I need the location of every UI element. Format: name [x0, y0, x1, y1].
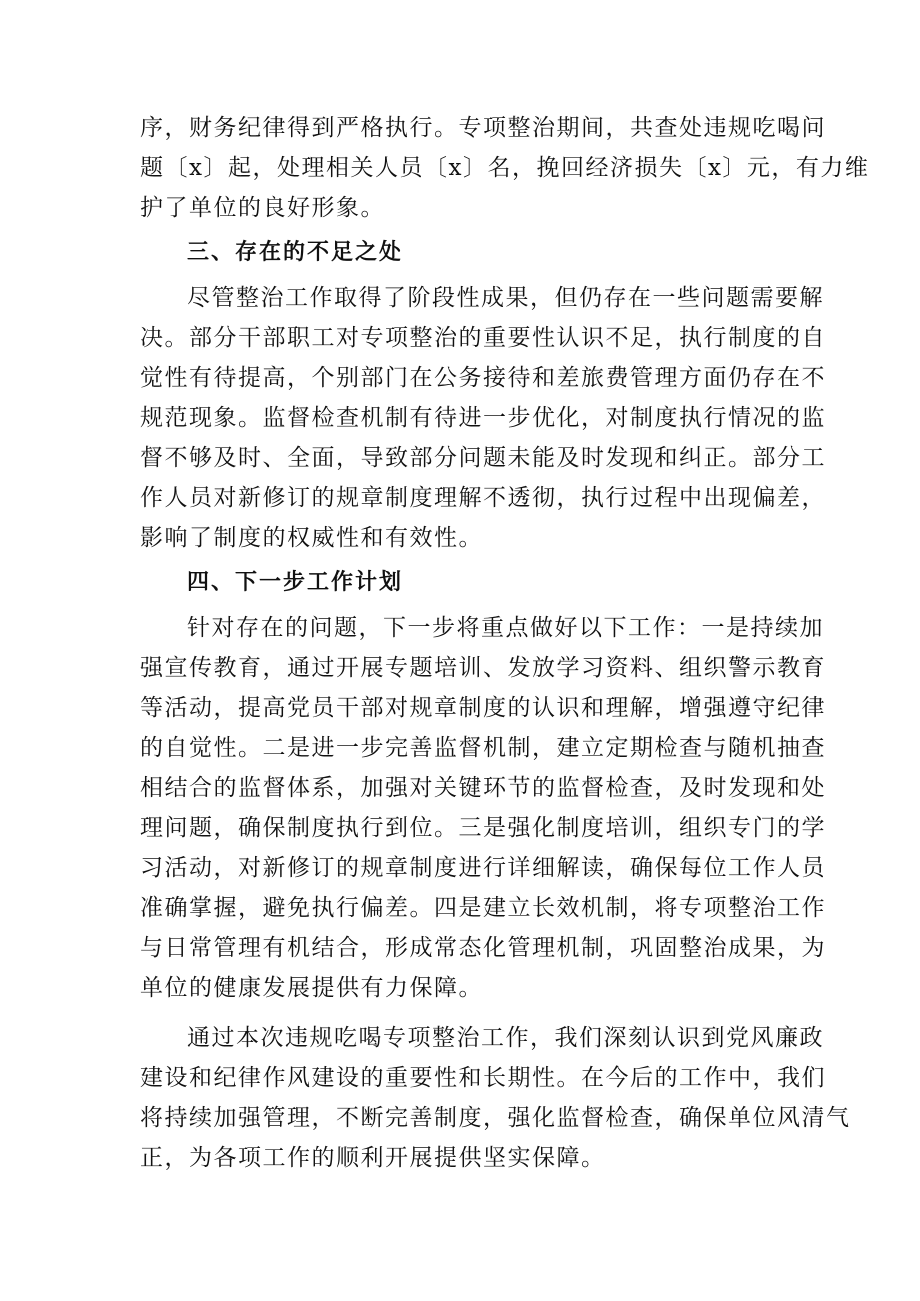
text-line: 针对存在的问题，下一步将重点做好以下工作：一是持续加	[187, 615, 824, 641]
text-line: 建设和纪律作风建设的重要性和长期性。在今后的工作中，我们	[140, 1065, 826, 1091]
text-line: 护了单位的良好形象。	[140, 195, 385, 221]
paragraph-shortcomings	[140, 278, 826, 558]
text-line: 影响了制度的权威性和有效性。	[140, 525, 483, 551]
text-line: 觉性有待提高，个别部门在公务接待和差旅费管理方面仍存在不	[140, 365, 826, 391]
section-heading-next-steps: 四、下一步工作计划	[187, 570, 404, 595]
text-line: 准确掌握，避免执行偏差。四是建立长效机制，将专项整治工作	[140, 895, 826, 921]
text-line: 的自觉性。二是进一步完善监督机制，建立定期检查与随机抽查	[140, 735, 826, 761]
text-line: 单位的健康发展提供有力保障。	[140, 975, 483, 1001]
text-line: 习活动，对新修订的规章制度进行详细解读，确保每位工作人员	[140, 855, 826, 881]
text-line: 强宣传教育，通过开展专题培训、发放学习资料、组织警示教育	[140, 655, 826, 681]
paragraph-closing	[140, 1018, 851, 1178]
text-line: 理问题，确保制度执行到位。三是强化制度培训，组织专门的学	[140, 815, 826, 841]
text-line: 题〔x〕起，处理相关人员〔x〕名，挽回经济损失〔x〕元，有力维	[140, 155, 870, 181]
text-line: 督不够及时、全面，导致部分问题未能及时发现和纠正。部分工	[140, 445, 826, 471]
text-line: 规范现象。监督检查机制有待进一步优化，对制度执行情况的监	[140, 405, 826, 431]
text-line: 作人员对新修订的规章制度理解不透彻，执行过程中出现偏差，	[140, 485, 826, 511]
document-page	[140, 108, 870, 1178]
text-line: 序，财务纪律得到严格执行。专项整治期间，共查处违规吃喝问	[140, 115, 826, 141]
text-line: 决。部分干部职工对专项整治的重要性认识不足，执行制度的自	[140, 325, 826, 351]
text-line: 通过本次违规吃喝专项整治工作，我们深刻认识到党风廉政	[187, 1025, 824, 1051]
paragraph-financial-discipline	[140, 108, 870, 228]
text-line: 尽管整治工作取得了阶段性成果，但仍存在一些问题需要解	[187, 285, 824, 311]
text-line: 将持续加强管理，不断完善制度，强化监督检查，确保单位风清气	[140, 1105, 851, 1131]
paragraph-next-steps	[140, 608, 826, 1008]
text-line: 相结合的监督体系，加强对关键环节的监督检查，及时发现和处	[140, 775, 826, 801]
text-line: 正，为各项工作的顺利开展提供坚实保障。	[140, 1145, 606, 1171]
text-line: 等活动，提高党员干部对规章制度的认识和理解，增强遵守纪律	[140, 695, 826, 721]
section-heading-shortcomings: 三、存在的不足之处	[187, 240, 404, 265]
text-line: 与日常管理有机结合，形成常态化管理机制，巩固整治成果，为	[140, 935, 826, 961]
